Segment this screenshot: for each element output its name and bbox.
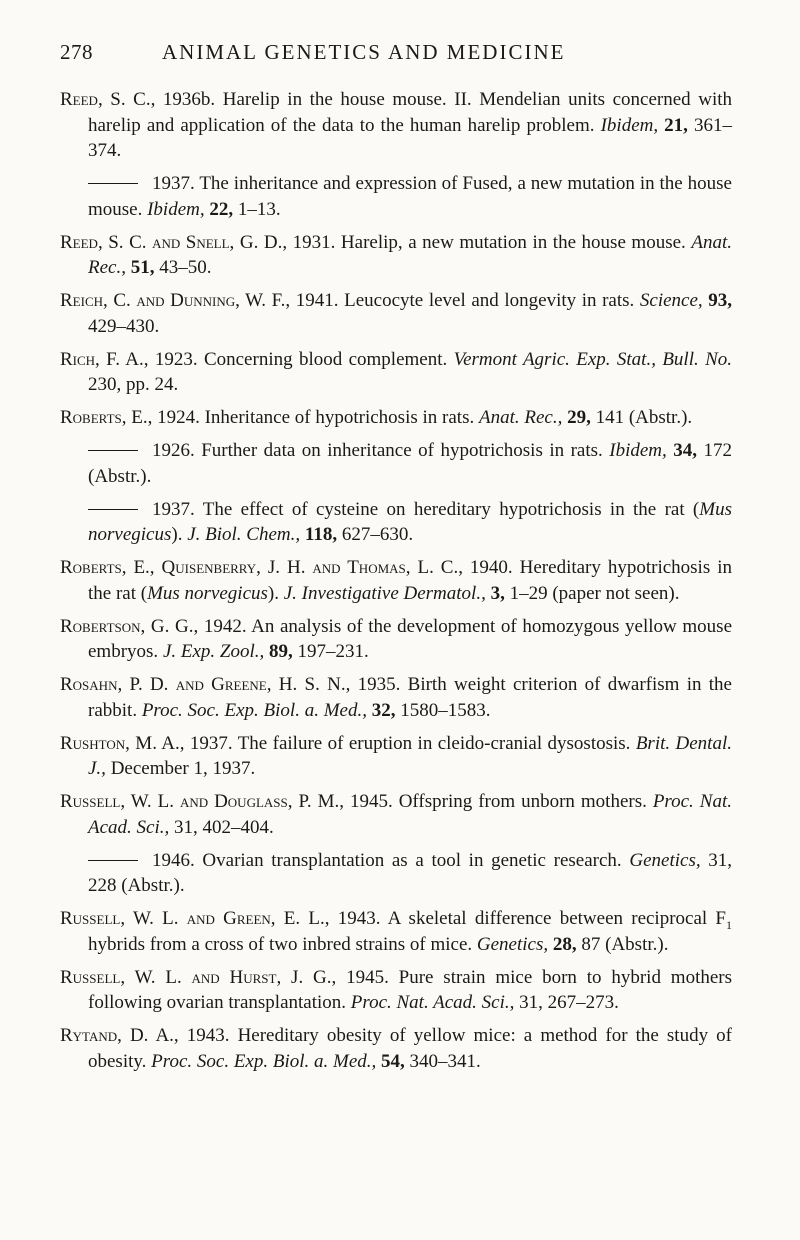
bibliography-entry — [60, 906, 732, 957]
entry-text: ). — [171, 524, 188, 545]
entry-journal: Proc. Soc. Exp. Biol. a. Med., — [141, 699, 367, 721]
bibliography-entry — [60, 965, 732, 1016]
entry-text: 1926. Further data on inheritance of hypotrichosis in rats. — [152, 440, 610, 461]
entry-author: Russell, W. L. and Green, E. L., — [60, 908, 330, 929]
bibliography-entry — [60, 405, 732, 431]
entry-pages: December 1, 1937. — [105, 758, 256, 779]
entry-journal: Anat. Rec., — [88, 231, 732, 278]
bibliography-entry — [60, 347, 732, 398]
entry-text: 1936b. Harelip in the house mouse. II. Mendelian units concerned with harelip and application of the data to the human harelip problem. — [88, 89, 733, 136]
entry-author: Russell, W. L. and Hurst, J. G., — [60, 966, 337, 988]
entry-volume: 28, — [548, 933, 577, 955]
entry-volume: 22, — [204, 198, 234, 220]
entry-author: Roberts, E., Quisenberry, J. H. and Thomas, L. C., — [60, 557, 463, 578]
entry-journal: Ibidem, — [609, 440, 667, 461]
entry-journal: J. Exp. Zool., — [162, 641, 265, 662]
entry-pages: 172 (Abstr.). — [88, 440, 732, 487]
entry-volume: 93, — [702, 290, 732, 311]
entry-volume: 51, — [125, 257, 155, 278]
entry-volume: 118, — [300, 524, 338, 545]
bibliography-entry — [60, 497, 732, 548]
entry-species: Mus norvegicus — [147, 582, 268, 604]
bibliography-entry — [60, 731, 732, 782]
entry-pages: 31, 402–404. — [169, 816, 274, 838]
bibliography-entry — [60, 789, 732, 840]
entry-pages: 1–29 (paper not seen). — [504, 582, 680, 604]
entry-pages: 1580–1583. — [395, 699, 491, 721]
ditto-rule — [88, 509, 138, 510]
entry-text: 1937. The effect of cysteine on hereditary hypotrichosis in the rat ( — [152, 498, 700, 520]
entry-volume: 34, — [666, 440, 698, 461]
entry-journal: J. Biol. Chem., — [187, 524, 301, 545]
bibliography-list — [60, 87, 732, 1074]
entry-author: Reed, S. C., — [60, 89, 156, 110]
entry-species: Mus norvegicus — [88, 498, 732, 545]
entry-author: Rosahn, P. D. and Greene, H. S. N., — [60, 674, 351, 695]
entry-text: ). — [267, 582, 284, 604]
entry-pages: 429–430. — [88, 315, 160, 337]
bibliography-entry — [60, 848, 732, 899]
entry-journal: J. Investigative Dermatol., — [283, 582, 486, 604]
entry-pages: 627–630. — [337, 524, 414, 545]
bibliography-entry — [60, 438, 732, 489]
entry-pages: 197–231. — [292, 641, 369, 662]
entry-author: Rich, F. A., — [60, 348, 149, 370]
entry-author: Robertson, G. G., — [60, 615, 199, 637]
entry-pages: 361–374. — [88, 114, 733, 161]
entry-author: Roberts, E., — [60, 407, 153, 428]
bibliography-entry — [60, 614, 732, 665]
entry-text: 1937. The inheritance and expression of Fused, a new mutation in the house mouse. — [88, 173, 732, 220]
entry-text: 1946. Ovarian transplantation as a tool in genetic research. — [152, 849, 630, 871]
entry-journal: Vermont Agric. Exp. Stat., Bull. No. — [453, 348, 733, 370]
ditto-rule — [88, 860, 138, 861]
ditto-rule — [88, 183, 138, 184]
entry-author: Reich, C. and Dunning, W. F., — [60, 290, 291, 311]
entry-author: Reed, S. C. and Snell, G. D., — [60, 231, 288, 253]
entry-pages: 31, 228 (Abstr.). — [88, 849, 733, 896]
entry-text: 1940. Hereditary hypotrichosis in the rat ( — [88, 557, 732, 604]
bibliography-entry — [60, 171, 732, 222]
entry-pages: 141 (Abstr.). — [590, 407, 693, 428]
entry-volume: 32, — [366, 699, 396, 721]
entry-journal: Science, — [639, 290, 703, 311]
entry-pages: 230, pp. 24. — [88, 374, 179, 395]
entry-text: 1935. Birth weight criterion of dwarfism in the rabbit. — [88, 674, 732, 721]
entry-text: hybrids from a cross of two inbred strains of mice. — [88, 933, 477, 955]
entry-volume: 3, — [485, 582, 505, 604]
entry-text: 1942. An analysis of the development of homozygous yellow mouse embryos. — [88, 615, 733, 662]
entry-pages: 43–50. — [154, 257, 212, 278]
entry-pages: 31, 267–273. — [514, 992, 619, 1013]
bibliography-entry — [60, 288, 732, 339]
entry-text: 1941. Leucocyte level and longevity in rats. — [290, 290, 640, 311]
entry-text: 1945. Pure strain mice born to hybrid mothers following ovarian transplantation. — [88, 966, 733, 1013]
entry-volume: 89, — [264, 641, 293, 662]
entry-author: Rytand, D. A., — [60, 1025, 179, 1046]
bibliography-entry — [60, 87, 732, 164]
entry-pages: 87 (Abstr.). — [576, 933, 669, 955]
entry-pages: 340–341. — [404, 1050, 481, 1072]
entry-journal: Proc. Nat. Acad. Sci., — [350, 992, 515, 1013]
entry-journal: Proc. Soc. Exp. Biol. a. Med., — [151, 1050, 377, 1072]
entry-journal: Genetics, — [629, 849, 701, 871]
entry-journal: Ibidem, — [600, 114, 659, 136]
running-title: ANIMAL GENETICS AND MEDICINE — [162, 40, 566, 64]
entry-volume: 21, — [658, 114, 688, 136]
entry-journal: Proc. Nat. Acad. Sci., — [88, 791, 732, 838]
entry-pages: 1–13. — [233, 198, 281, 220]
entry-volume: 29, — [562, 407, 591, 428]
entry-author: Russell, W. L. and Douglass, P. M., — [60, 791, 345, 812]
page-number: 278 — [60, 40, 93, 64]
entry-author: Rushton, M. A., — [60, 732, 185, 754]
running-head — [60, 40, 732, 65]
entry-text: 1931. Harelip, a new mutation in the house mouse. — [287, 231, 692, 253]
entry-text: 1945. Offspring from unborn mothers. — [344, 791, 653, 812]
bibliography-entry — [60, 672, 732, 723]
entry-text: 1943. Hereditary obesity of yellow mice: a method for the study of obesity. — [88, 1025, 732, 1072]
subscript: 1 — [725, 917, 732, 932]
bibliography-entry — [60, 555, 732, 606]
entry-text: 1923. Concerning blood complement. — [148, 348, 454, 370]
ditto-rule — [88, 450, 138, 451]
entry-journal: Anat. Rec., — [478, 407, 563, 428]
entry-volume: 54, — [376, 1050, 405, 1072]
entry-text: 1924. Inheritance of hypotrichosis in rats. — [152, 407, 479, 428]
entry-text: 1937. The failure of eruption in cleido-cranial dysostosis. — [184, 732, 636, 754]
entry-journal: Ibidem, — [147, 198, 205, 220]
entry-text: 1943. A skeletal difference between reciprocal F — [329, 908, 726, 929]
bibliography-entry — [60, 230, 732, 281]
entry-journal: Genetics, — [476, 933, 549, 955]
bibliography-entry — [60, 1023, 732, 1074]
entry-journal: Brit. Dental. J., — [88, 732, 732, 779]
